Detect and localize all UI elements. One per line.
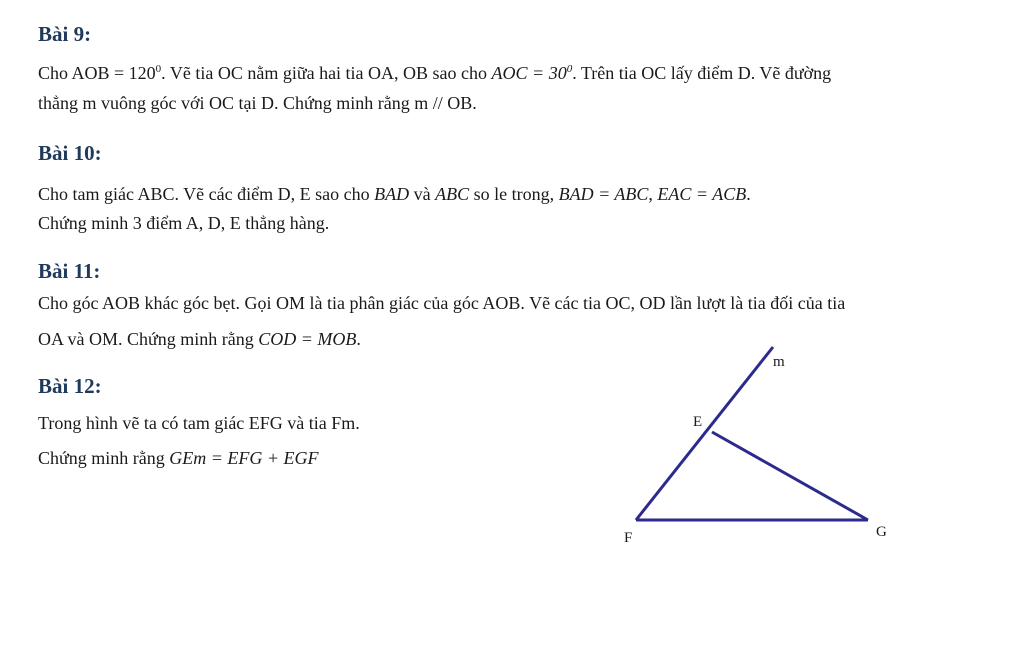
- bai11-text-b: .: [356, 329, 361, 349]
- bai12-text-a: Chứng minh rằng: [38, 448, 170, 468]
- bai10-text-e: .: [746, 184, 751, 204]
- bai9-heading: Bài 9:: [38, 22, 92, 46]
- bai9-text-b: . Vẽ tia OC nằm giữa hai tia OA, OB sao cho: [161, 63, 492, 83]
- bai12-heading: Bài 12:: [38, 374, 102, 398]
- bai11-math-cod: COD = MOB: [258, 329, 357, 349]
- bai10-math-bad: BAD: [374, 184, 410, 204]
- triangle-efg-figure: [600, 340, 900, 560]
- bai11-text-a: OA và OM. Chứng minh rằng: [38, 329, 259, 349]
- bai10-line-1: [38, 184, 751, 205]
- bai10-text-a: Cho tam giác ABC. Vẽ các điểm D, E sao cho: [38, 184, 375, 204]
- side-eg: [712, 432, 868, 520]
- bai9-math-aoc: AOC = $30^0$: [491, 63, 573, 83]
- bai10-math-abc: ABC: [435, 184, 470, 204]
- bai11-line-2: [38, 329, 361, 350]
- bai10-text-d: ,: [648, 184, 658, 204]
- bai10-line-2: Chứng minh 3 điểm A, D, E thẳng hàng.: [38, 213, 330, 233]
- bai11-heading: Bài 11:: [38, 259, 101, 283]
- bai10-math-eq2: EAC = ACB: [657, 184, 747, 204]
- bai9-text-a: Cho: [38, 63, 72, 83]
- ray-fm: [636, 347, 773, 520]
- bai10-text-c: so le trong,: [469, 184, 559, 204]
- bai9-text-c: . Trên tia OC lấy điểm D. Vẽ đường: [572, 63, 832, 83]
- label-e: E: [693, 414, 703, 430]
- bai11-line-1: Cho góc AOB khác góc bẹt. Gọi OM là tia phân giác của góc AOB. Vẽ các tia OC, OD lần lượt là tia đối của tia: [38, 293, 846, 313]
- bai12-math-gem: GEm = EFG + EGF: [169, 448, 319, 468]
- bai10-heading: Bài 10:: [38, 141, 102, 165]
- bai10-math-eq1: BAD = ABC: [558, 184, 649, 204]
- bai9-math-aob: AOB = $120^0$: [71, 63, 162, 83]
- bai12-line-1: Trong hình vẽ ta có tam giác EFG và tia Fm.: [38, 413, 360, 433]
- bai9-line-1: [38, 63, 831, 84]
- label-g: G: [876, 524, 887, 540]
- bai12-line-2: [38, 448, 319, 469]
- bai10-text-b: và: [409, 184, 436, 204]
- label-f: F: [624, 530, 633, 546]
- bai9-line-2: thẳng m vuông góc với OC tại D. Chứng minh rằng m // OB.: [38, 93, 477, 113]
- label-m: m: [773, 354, 785, 370]
